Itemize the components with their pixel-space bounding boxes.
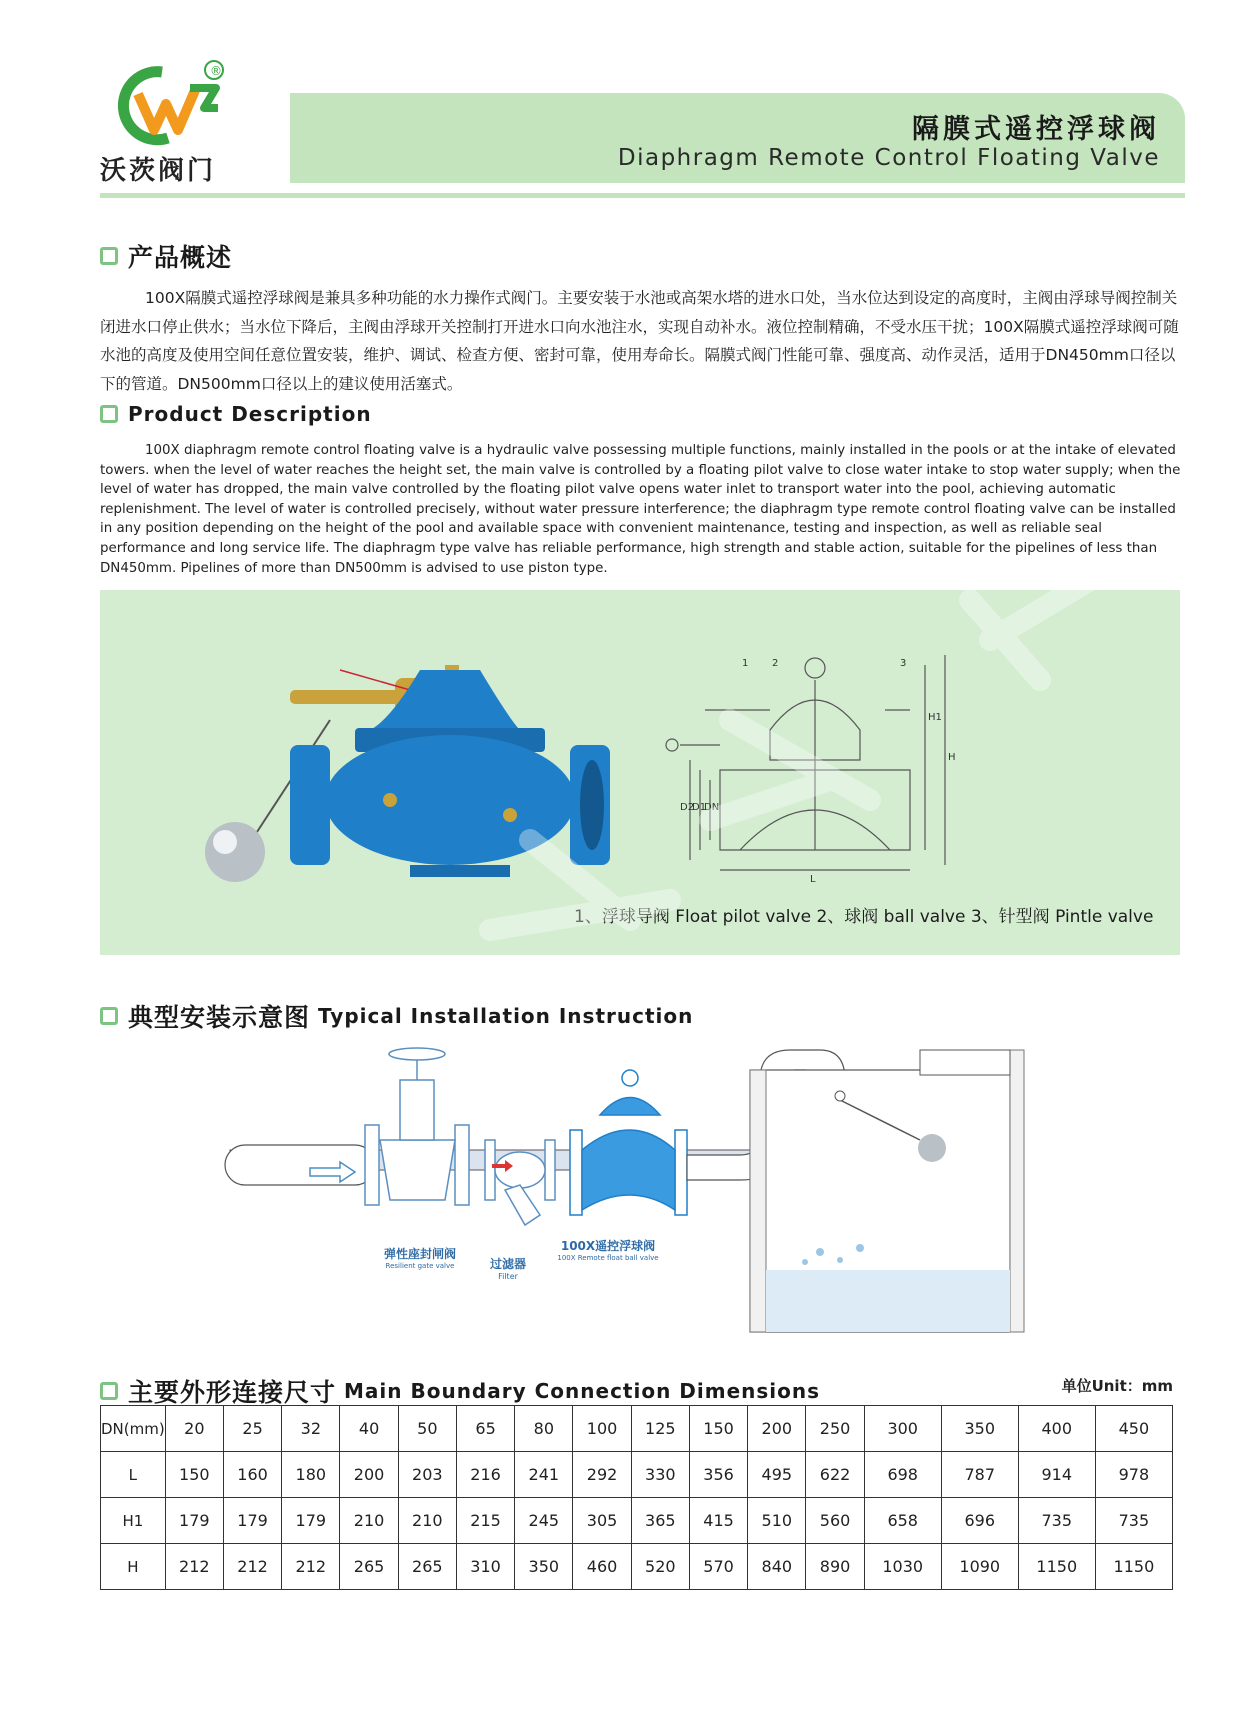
table-cell: 212 [165, 1544, 223, 1590]
table-cell: 560 [806, 1498, 864, 1544]
table-cell: 179 [165, 1498, 223, 1544]
section-bullet-icon [100, 405, 118, 423]
table-cell: 460 [573, 1544, 631, 1590]
overview-text-cn: 100X隔膜式遥控浮球阀是兼具多种功能的水力操作式阀门。主要安装于水池或高架水塔的进水口处，当水位达到设定的高度时，主阀由浮球导阀控制关闭进水口停止供水；当水位下降后，主阀由浮球开关控制打开进水口向水池注水，实现自动补水。液位控制精确，不受水压干扰；100X隔膜式遥控浮球阀可随水池的高度及使用空间任意位置安装，维护、调试、检查方便、密封可靠，使用寿命长。隔膜式阀门性能可靠、强度高、动作灵活，适用于DN450mm口径以下的管道。DN500mm口径以上的建议使用活塞式。 [100, 289, 1179, 393]
callout-1: 1 [742, 658, 749, 669]
table-cell: 622 [806, 1452, 864, 1498]
unit-label: 单位Unit：mm [1061, 1377, 1173, 1395]
page-title-en: Diaphragm Remote Control Floating Valve [617, 145, 1160, 171]
section-bullet-icon [100, 1007, 118, 1025]
dimensions-heading [100, 1373, 820, 1409]
table-cell: 125 [631, 1406, 689, 1452]
table-cell: 1150 [1095, 1544, 1172, 1590]
table-cell: 40 [340, 1406, 398, 1452]
table-cell: 215 [456, 1498, 514, 1544]
table-row [101, 1544, 1173, 1590]
callout-3: 3 [900, 658, 907, 669]
table-cell: 65 [456, 1406, 514, 1452]
table-cell: 179 [282, 1498, 340, 1544]
table-cell: 160 [223, 1452, 281, 1498]
header-divider [100, 193, 1185, 198]
table-row-label: L [101, 1452, 166, 1498]
float-valve-label-en: 100X Remote float ball valve [557, 1254, 659, 1262]
table-row-label: H [101, 1544, 166, 1590]
overview-heading-cn: 产品概述 [128, 243, 233, 272]
table-cell: 356 [689, 1452, 747, 1498]
dim-label-dn: DN [704, 802, 720, 813]
dim-label-d2: D2 [680, 802, 695, 813]
section-bullet-icon [100, 247, 118, 265]
table-cell: 212 [223, 1544, 281, 1590]
table-cell: 305 [573, 1498, 631, 1544]
gate-valve-label-cn: 弹性座封闸阀 [383, 1247, 456, 1261]
description-heading [100, 402, 372, 426]
table-row [101, 1452, 1173, 1498]
table-cell: 735 [1095, 1498, 1172, 1544]
table-cell: 978 [1095, 1452, 1172, 1498]
callout-2: 2 [772, 658, 779, 669]
table-cell: 180 [282, 1452, 340, 1498]
section-bullet-icon [100, 1382, 118, 1400]
table-cell: 200 [340, 1452, 398, 1498]
table-cell: 300 [864, 1406, 941, 1452]
table-cell: 510 [748, 1498, 806, 1544]
table-cell: 212 [282, 1544, 340, 1590]
table-cell: 245 [515, 1498, 573, 1544]
diagram-legend: 1、浮球导阀 Float pilot valve 2、球阀 ball valve 3、针型阀 Pintle valve [574, 907, 1154, 927]
table-cell: 520 [631, 1544, 689, 1590]
table-cell: 150 [165, 1452, 223, 1498]
dim-label-h1: H1 [928, 712, 942, 723]
table-row [101, 1498, 1173, 1544]
table-cell: 216 [456, 1452, 514, 1498]
dimensions-table [100, 1405, 1173, 1590]
installation-heading-cn: 典型安装示意图 [128, 1003, 311, 1032]
table-cell: 330 [631, 1452, 689, 1498]
float-valve-label [548, 1237, 668, 1262]
table-cell: 20 [165, 1406, 223, 1452]
dimensions-heading-cn: 主要外形连接尺寸 [128, 1378, 337, 1407]
table-cell: 495 [748, 1452, 806, 1498]
dim-label-h: H [948, 752, 956, 763]
table-cell: 100 [573, 1406, 631, 1452]
description-heading-en: Product Description [128, 402, 372, 426]
table-cell: 1090 [941, 1544, 1018, 1590]
table-cell: 210 [340, 1498, 398, 1544]
table-cell: 250 [806, 1406, 864, 1452]
table-cell: 50 [398, 1406, 456, 1452]
installation-heading-en: Typical Installation Instruction [318, 1004, 694, 1028]
table-cell: 415 [689, 1498, 747, 1544]
table-cell: 698 [864, 1452, 941, 1498]
table-row-label: DN(mm) [101, 1406, 166, 1452]
description-text-en: 100X diaphragm remote control floating valve is a hydraulic valve possessing multiple functions, mainly installed in the pools or at the intake of elevated towers. when the level of water reaches the height set, the main valve is controlled by a floating pilot valve to close water intake to stop water supply; when the level of water has dropped, the main valve controlled by the floating pilot valve opens water inlet to transport water into the pool, achieving automatic replenishment. The level of water is controlled precisely, without water pressure interference; the diaphragm type remote control floating valve can be installed in any position depending on the height of the pool and available space with convenient maintenance, testing and inspection, as well as reliable seal performance and long service life. The diaphragm type valve has reliable performance, high strength and stable action, suitable for the pipelines of less than DN450mm. Pipelines of more than DN500mm is advised to use piston type. [100, 443, 1181, 576]
table-cell: 265 [398, 1544, 456, 1590]
installation-heading [100, 998, 693, 1034]
overview-text [100, 284, 1185, 398]
filter-label-en: Filter [498, 1272, 518, 1281]
table-cell: 658 [864, 1498, 941, 1544]
registered-mark: ® [210, 64, 222, 78]
table-cell: 365 [631, 1498, 689, 1544]
table-cell: 179 [223, 1498, 281, 1544]
page-title-cn: 隔膜式遥控浮球阀 [912, 114, 1160, 145]
brand-logo-icon [100, 58, 270, 153]
table-cell: 32 [282, 1406, 340, 1452]
filter-label-cn: 过滤器 [489, 1257, 526, 1271]
table-cell: 1030 [864, 1544, 941, 1590]
table-cell: 787 [941, 1452, 1018, 1498]
dim-label-d1: D1 [692, 802, 707, 813]
table-cell: 310 [456, 1544, 514, 1590]
table-cell: 1150 [1018, 1544, 1095, 1590]
table-row-label: H1 [101, 1498, 166, 1544]
table-cell: 450 [1095, 1406, 1172, 1452]
table-cell: 241 [515, 1452, 573, 1498]
header-band [290, 93, 1185, 183]
table-cell: 150 [689, 1406, 747, 1452]
table-cell: 80 [515, 1406, 573, 1452]
table-cell: 265 [340, 1544, 398, 1590]
table-cell: 210 [398, 1498, 456, 1544]
description-text [100, 441, 1185, 578]
table-cell: 200 [748, 1406, 806, 1452]
table-cell: 840 [748, 1544, 806, 1590]
brand-name: 沃茨阀门 [100, 156, 217, 186]
filter-label [478, 1255, 538, 1281]
table-cell: 696 [941, 1498, 1018, 1544]
table-cell: 914 [1018, 1452, 1095, 1498]
table-cell: 400 [1018, 1406, 1095, 1452]
table-row [101, 1406, 1173, 1452]
dim-label-l: L [810, 874, 816, 885]
table-cell: 292 [573, 1452, 631, 1498]
table-cell: 890 [806, 1544, 864, 1590]
installation-diagram [220, 1040, 1180, 1340]
gate-valve-label [365, 1245, 475, 1270]
dimensions-heading-en: Main Boundary Connection Dimensions [344, 1379, 821, 1403]
gate-valve-label-en: Resilient gate valve [385, 1262, 455, 1270]
overview-heading [100, 238, 232, 274]
float-valve-label-cn: 100X遥控浮球阀 [560, 1239, 656, 1253]
table-cell: 203 [398, 1452, 456, 1498]
table-cell: 350 [515, 1544, 573, 1590]
table-cell: 570 [689, 1544, 747, 1590]
table-cell: 350 [941, 1406, 1018, 1452]
table-cell: 25 [223, 1406, 281, 1452]
table-cell: 735 [1018, 1498, 1095, 1544]
